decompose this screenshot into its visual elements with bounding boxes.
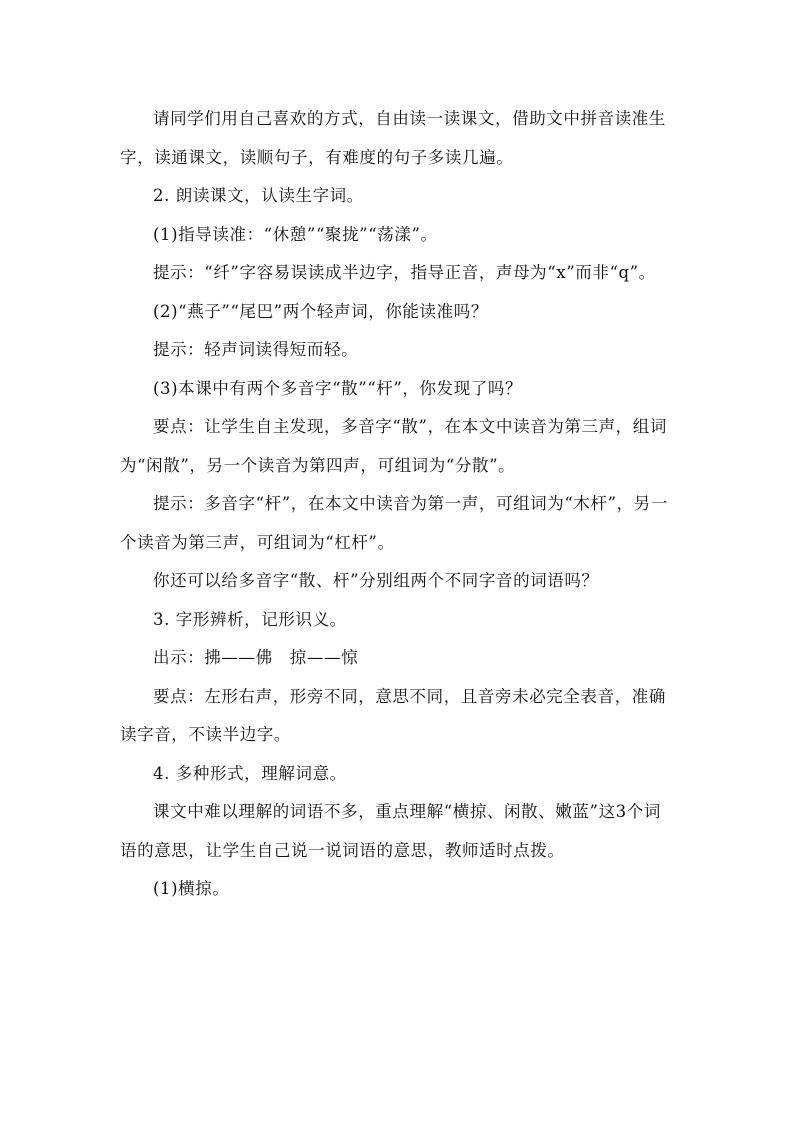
paragraph-step-2: 2. 朗读课文，认读生字词。 [153, 186, 364, 205]
paragraph-key-point-1: 要点：让学生自主发现，多音字“散”，在本文中读音为第三声，组词为“闲散”，另一个读音为第四声，可组词为“分散”。 [120, 417, 667, 475]
paragraph-item-1: (1)指导读准：“休憩”“聚拢”“荡漾”。 [153, 224, 438, 244]
paragraph-display: 出示：拂——佛 掠——惊 [153, 648, 359, 667]
paragraph-item-3: (3)本课中有两个多音字“散”“杆”，你发现了吗？ [153, 378, 523, 398]
paragraph-step-4: 4. 多种形式，理解词意。 [153, 763, 347, 783]
paragraph-question: 你还可以给多音字“散、杆”分别组两个不同字音的词语吗？ [153, 571, 599, 590]
paragraph-item-2: (2)“燕子”“尾巴”两个轻声词，你能读准吗？ [153, 301, 488, 321]
paragraph-hint-1: 提示：“纤”字容易误读成半边字，指导正音，声母为“x”而非“q”。 [153, 263, 656, 282]
paragraph-step-3: 3. 字形辨析，记形识义。 [153, 609, 347, 629]
paragraph-vocabulary: 课文中难以理解的词语不多，重点理解“横掠、闲散、嫩蓝”这3个词语的意思，让学生自己说一说词语的意思，教师适时点拨。 [120, 802, 661, 860]
paragraph-item-heng-lue: (1)横掠。 [153, 879, 230, 898]
paragraph-hint-3: 提示：多音字“杆”，在本文中读音为第一声，可组词为“木杆”，另一个读音为第三声，可组词为“杠杆”。 [120, 494, 668, 552]
document-body [120, 100, 678, 909]
paragraph-key-point-2: 要点：左形右声，形旁不同，意思不同，且音旁未必完全表音，准确读字音，不读半边字。 [120, 686, 666, 744]
paragraph-intro: 请同学们用自己喜欢的方式，自由读一读课文，借助文中拼音读准生字，读通课文，读顺句子，有难度的句子多读几遍。 [120, 109, 666, 167]
paragraph-hint-2: 提示：轻声词读得短而轻。 [153, 340, 359, 359]
